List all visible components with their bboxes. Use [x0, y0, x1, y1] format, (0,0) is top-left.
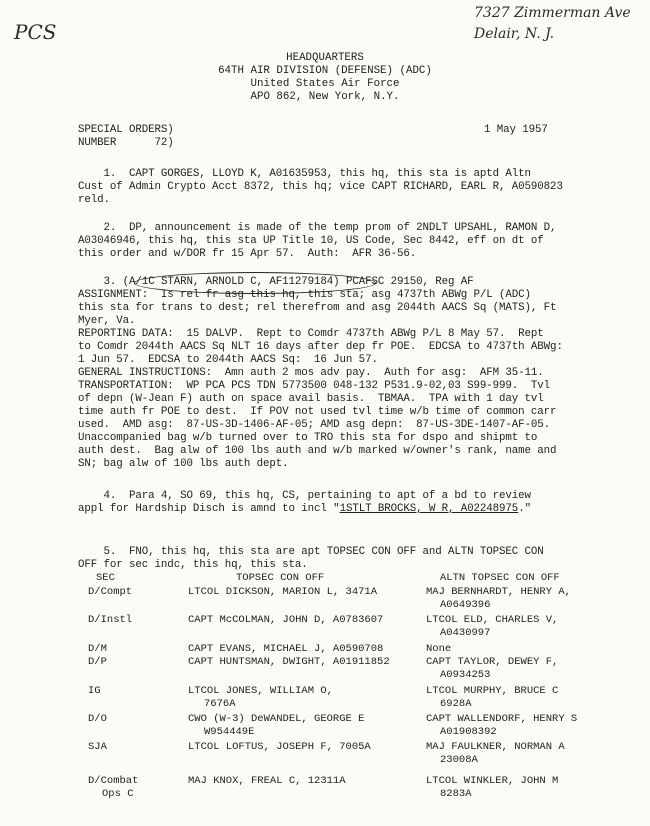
table-cell-sec: D/O: [88, 713, 107, 725]
para3-line: SN; bag alw of 100 lbs auth dept.: [78, 458, 289, 470]
para4-text-end: .": [518, 503, 531, 515]
table-cell-sec: D/Combat: [88, 775, 139, 787]
table-header-altn: ALTN TOPSEC CON OFF: [440, 572, 560, 584]
para3-line: GENERAL INSTRUCTIONS: Amn auth 2 mos adv pay. Auth for asg: AFM 35-11.: [78, 367, 544, 379]
table-cell-alternate-sn: A0430997: [440, 627, 491, 639]
para3-number: 3.: [78, 276, 117, 288]
table-cell-officer-sn: W954449E: [204, 726, 255, 738]
header-line1: HEADQUARTERS: [286, 52, 364, 64]
table-cell-alternate-sn: A0649396: [440, 599, 491, 611]
table-cell-alternate-sn: 6928A: [440, 698, 472, 710]
table-cell-sec: D/P: [88, 656, 107, 668]
handwritten-address-line1: 7327 Zimmerman Ave: [474, 5, 631, 21]
para3-line: used. AMD asg: 87-US-3D-1406-AF-05; AMD asg depn: 87-US-3DE-1407-AF-05.: [78, 419, 551, 431]
table-cell-alternate: LTCOL WINKLER, JOHN M: [426, 775, 559, 787]
para5-line: OFF for sec indc, this hq, this sta.: [78, 559, 308, 571]
para3-line: auth dest. Bag alw of 100 lbs auth and w/b marked w/owner's rank, name and: [78, 445, 557, 457]
para4-amended-officer: 1STLT BROCKS, W R, A02248975: [339, 503, 519, 515]
table-cell-officer: MAJ KNOX, FREAL C, 12311A: [188, 775, 346, 787]
table-cell-alternate-sn: A0934253: [440, 669, 491, 681]
table-cell-officer: CWO (W-3) DeWANDEL, GEORGE E: [188, 713, 365, 725]
table-cell-alternate: CAPT TAYLOR, DEWEY F,: [426, 656, 559, 668]
table-cell-alternate-sn: A01908392: [440, 726, 497, 738]
table-cell-officer: CAPT McCOLMAN, JOHN D, A0783607: [188, 614, 384, 626]
table-cell-alternate: LTCOL MURPHY, BRUCE C: [426, 685, 559, 697]
para3-line: Unaccompanied bag w/b turned over to TRO this sta for dspo and shipmt to: [78, 432, 538, 444]
para3-afsc: PCAFSC 29150, Reg AF: [339, 276, 474, 288]
para2-line: 2. DP, announcement is made of the temp prom of 2NDLT UPSAHL, RAMON D,: [78, 222, 557, 234]
para1-line: Cust of Admin Crypto Acct 8372, this hq; vice CAPT RICHARD, EARL R, A0590823: [78, 181, 563, 193]
table-cell-officer: LTCOL JONES, WILLIAM O,: [188, 685, 333, 697]
table-cell-alternate: None: [426, 643, 452, 655]
header-line2: 64TH AIR DIVISION (DEFENSE) (ADC): [218, 65, 432, 77]
para3-line: TRANSPORTATION: WP PCA PCS TDN 5773500 048-132 P531.9-02,03 S99-999. Tvl: [78, 380, 551, 392]
table-cell-alternate: CAPT WALLENDORF, HENRY S: [426, 713, 578, 725]
table-cell-alternate: LTCOL ELD, CHARLES V,: [426, 614, 559, 626]
para3-airman-name: (A/1C STARN, ARNOLD C, AF11279184): [122, 276, 340, 288]
handwritten-initials: PCS: [14, 20, 57, 44]
table-header-sec: SEC: [96, 572, 115, 584]
table-cell-sec-cont: Ops C: [102, 788, 134, 800]
para2-line: this order and w/DOR fr 15 Apr 57. Auth: AFR 36-56.: [78, 248, 417, 260]
order-number-label: NUMBER 72): [78, 137, 174, 149]
para3-line: time auth fr POE to dest. If POV not used tvl time w/b time of common carr: [78, 406, 557, 418]
table-cell-alternate: MAJ FAULKNER, NORMAN A: [426, 741, 565, 753]
para3-line: REPORTING DATA: 15 DALVP. Rept to Comdr 4737th ABWg P/L 8 May 57. Rept: [78, 328, 544, 340]
table-cell-alternate-sn: 23008A: [440, 754, 478, 766]
para3-line: to Comdr 2044th AACS Sq NLT 16 days after dep fr POE. EDCSA to 4737th ABWg:: [78, 341, 563, 353]
special-orders-label: SPECIAL ORDERS): [78, 124, 174, 136]
table-cell-alternate-sn: 8283A: [440, 788, 472, 800]
header-line4: APO 862, New York, N.Y.: [250, 91, 400, 103]
table-cell-alternate: MAJ BERNHARDT, HENRY A,: [426, 586, 571, 598]
para3-lead-line: [78, 276, 474, 288]
para1-line: 1. CAPT GORGES, LLOYD K, A01635953, this hq, this sta is aptd Altn: [78, 168, 531, 180]
table-cell-officer: CAPT EVANS, MICHAEL J, A0590708: [188, 643, 384, 655]
table-cell-officer: LTCOL LOFTUS, JOSEPH F, 7005A: [188, 741, 371, 753]
header-line3: United States Air Force: [250, 78, 400, 90]
table-cell-officer: LTCOL DICKSON, MARION L, 3471A: [188, 586, 378, 598]
para3-line: 1 Jun 57. EDCSA to 2044th AACS Sq: 16 Jun 57.: [78, 354, 378, 366]
table-cell-officer-sn: 7676A: [204, 698, 236, 710]
para3-line: Myer, Va.: [78, 315, 136, 327]
table-cell-sec: SJA: [88, 741, 107, 753]
para3-line: ASSIGNMENT: Is rel fr asg this hq, this sta; asg 4737th ABWg P/L (ADC): [78, 289, 531, 301]
para1-line: reld.: [78, 194, 110, 206]
para4-text: appl for Hardship Disch is amnd to incl ": [78, 503, 340, 515]
handwritten-address-line2: Delair, N. J.: [474, 26, 555, 42]
table-cell-sec: D/M: [88, 643, 107, 655]
order-date: 1 May 1957: [484, 124, 548, 136]
table-cell-sec: D/Compt: [88, 586, 133, 598]
table-header-topsec: TOPSEC CON OFF: [236, 572, 325, 584]
para5-line: 5. FNO, this hq, this sta are apt TOPSEC CON OFF and ALTN TOPSEC CON: [78, 546, 544, 558]
para3-line: of depn (W-Jean F) auth on space avail basis. TBMAA. TPA with 1 day tvl: [78, 393, 544, 405]
para4-line: [78, 503, 531, 515]
table-cell-officer: CAPT HUNTSMAN, DWIGHT, A01911852: [188, 656, 390, 668]
table-cell-sec: IG: [88, 685, 101, 697]
para2-line: A03046946, this hq, this sta UP Title 10, US Code, Sec 8442, eff on dt of: [78, 235, 544, 247]
table-cell-sec: D/Instl: [88, 614, 133, 626]
para4-line: 4. Para 4, SO 69, this hq, CS, pertaining to apt of a bd to review: [78, 490, 531, 502]
para3-line: this sta for trans to dest; rel therefrom and asg 2044th AACS Sq (MATS), Ft: [78, 302, 557, 314]
